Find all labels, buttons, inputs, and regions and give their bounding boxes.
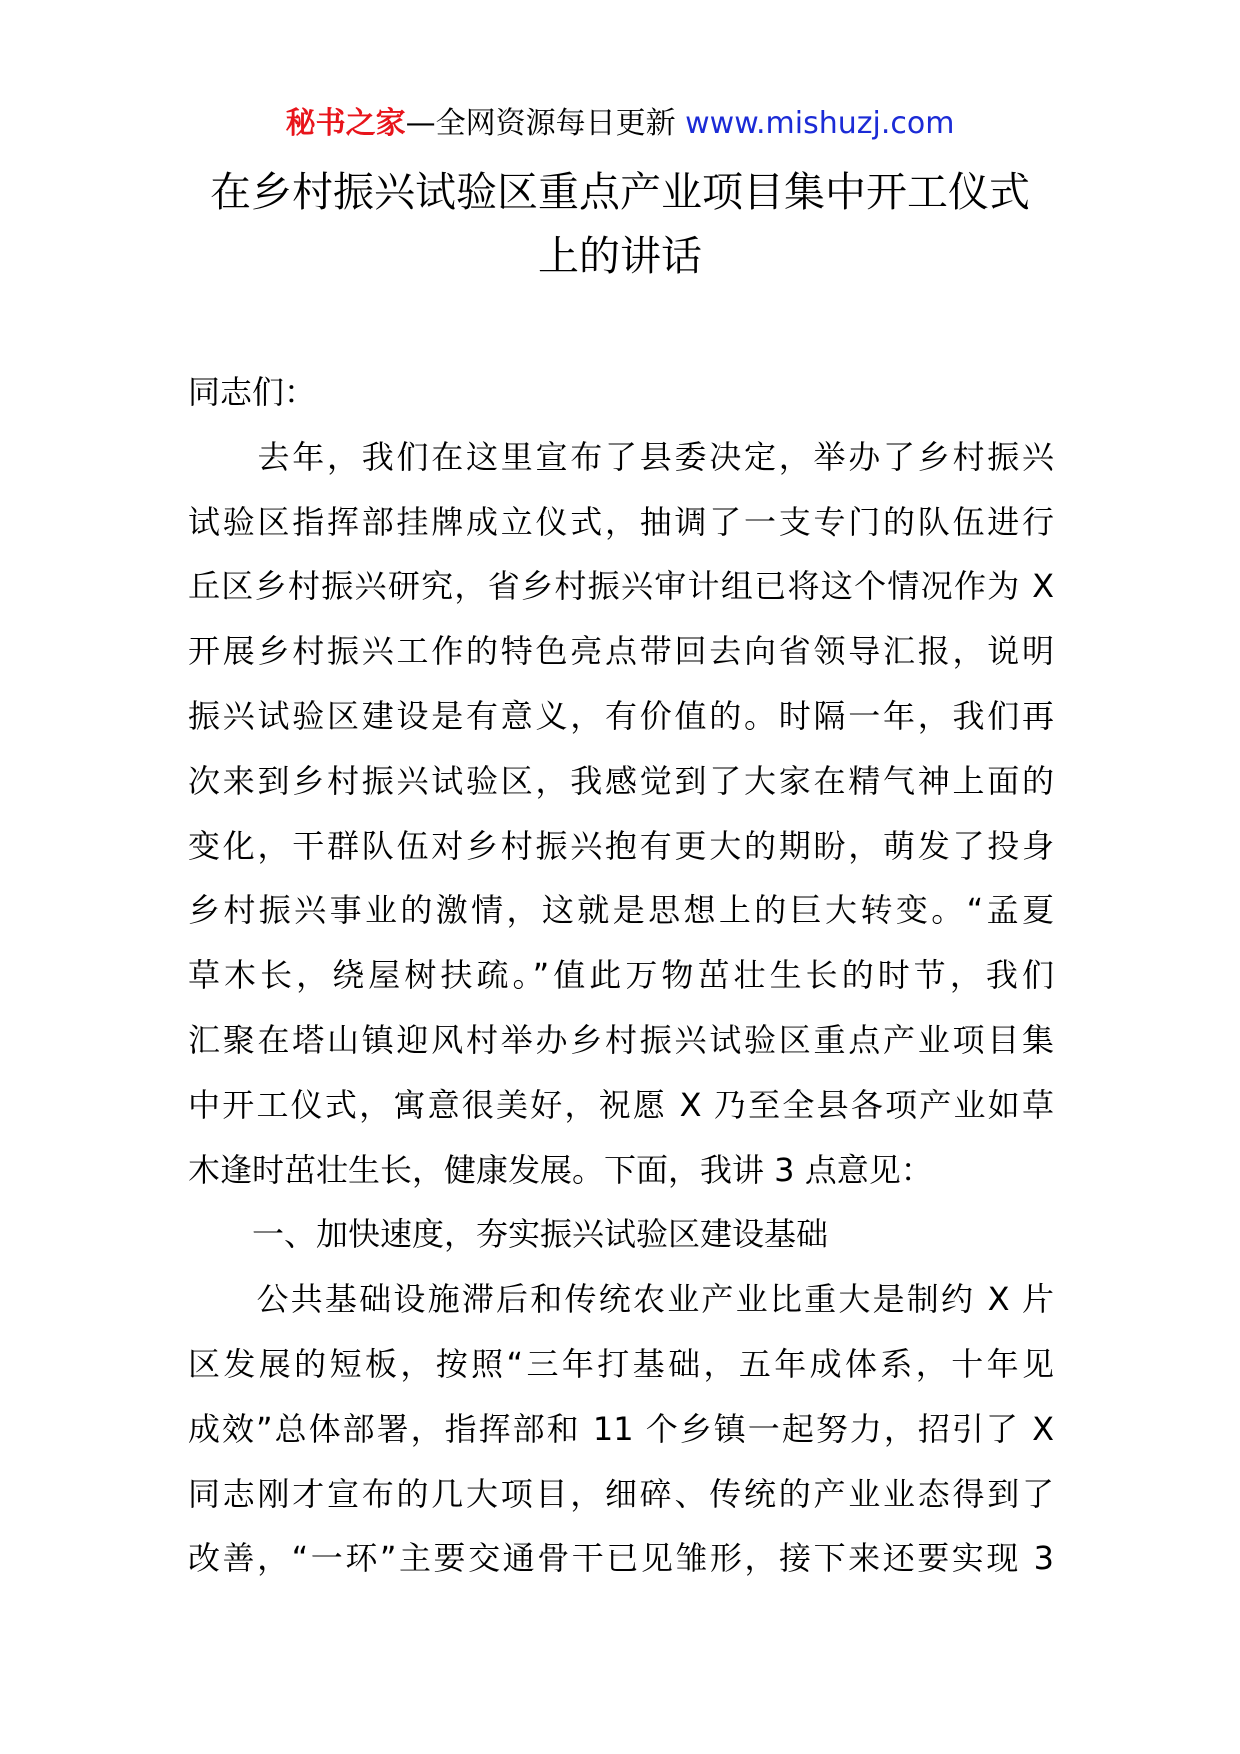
paragraph-line: 开展乡村振兴工作的特色亮点带回去向省领导汇报，说明	[188, 632, 1054, 671]
paragraph-line: 乡村振兴事业的激情，这就是思想上的巨大转变。“孟夏	[188, 891, 1054, 930]
paragraph-line: 丘区乡村振兴研究，省乡村振兴审计组已将这个情况作为 X	[188, 567, 1054, 606]
paragraph-line: 区发展的短板，按照“三年打基础，五年成体系，十年见	[188, 1344, 1054, 1383]
paragraph-line: 试验区指挥部挂牌成立仪式，抽调了一支专门的队伍进行	[188, 502, 1054, 541]
title-line-1: 在乡村振兴试验区重点产业项目集中开工仪式	[210, 168, 1030, 216]
site-header	[0, 104, 1240, 144]
paragraph-line: 草木长，绕屋树扶疏。”值此万物茁壮生长的时节，我们	[188, 956, 1054, 995]
paragraph-line: 次来到乡村振兴试验区，我感觉到了大家在精气神上面的	[188, 761, 1054, 800]
paragraph-line: 成效”总体部署，指挥部和 11 个乡镇一起努力，招引了 X	[188, 1409, 1054, 1448]
document-body	[188, 360, 1054, 1591]
website-link[interactable]: www.mishuzj.com	[685, 106, 955, 141]
paragraph-line: 汇聚在塔山镇迎风村举办乡村振兴试验区重点产业项目集	[188, 1020, 1054, 1059]
paragraph-line: 改善，“一环”主要交通骨干已见雏形，接下来还要实现 3	[188, 1539, 1054, 1578]
title-line-2: 上的讲话	[538, 232, 702, 280]
paragraph-line: 木逢时茁壮生长，健康发展。下面，我讲 3 点意见：	[188, 1150, 933, 1189]
header-tagline: —全网资源每日更新	[405, 106, 676, 141]
section-heading: 一、加快速度，夯实振兴试验区建设基础	[188, 1215, 829, 1254]
paragraph-line: 振兴试验区建设是有意义，有价值的。时隔一年，我们再	[188, 696, 1054, 735]
paragraph-line: 同志刚才宣布的几大项目，细碎、传统的产业业态得到了	[188, 1474, 1054, 1513]
brand-name: 秘书之家	[285, 106, 406, 141]
paragraph-line: 变化，干群队伍对乡村振兴抱有更大的期盼，萌发了投身	[188, 826, 1054, 865]
paragraph-line: 去年，我们在这里宣布了县委决定，举办了乡村振兴	[188, 437, 1054, 476]
paragraph-line: 中开工仪式，寓意很美好，祝愿 X 乃至全县各项产业如草	[188, 1085, 1054, 1124]
salutation: 同志们：	[188, 373, 317, 411]
document-title	[0, 160, 1240, 288]
paragraph-line: 公共基础设施滞后和传统农业产业比重大是制约 X 片	[188, 1280, 1054, 1319]
